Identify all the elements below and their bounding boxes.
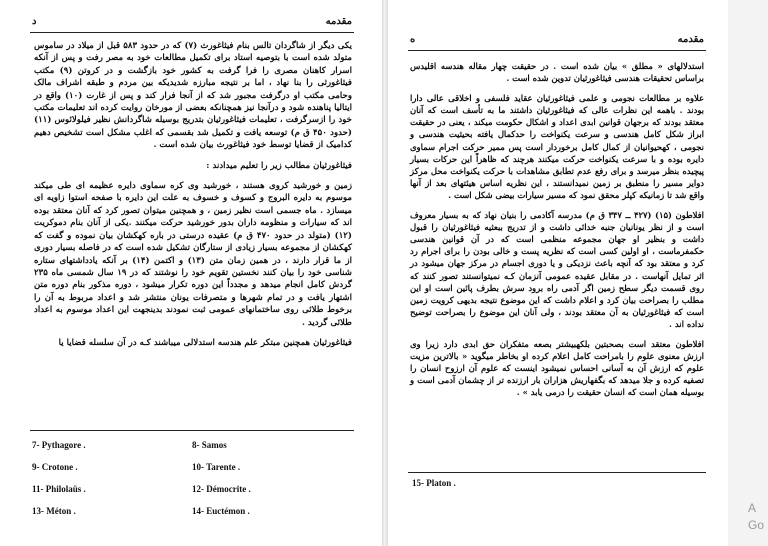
paragraph: استدلالهای « مطلق » بیان شده است . در حقیقت چهار مقاله هندسه اقلیدس براساس تحقیقات هندسی فیثاغورثیان تدوین شده است . xyxy=(410,61,704,84)
page-header xyxy=(410,34,704,48)
viewer-margin xyxy=(728,0,768,546)
margin-letters xyxy=(748,500,764,534)
paragraph: افلاطون (۱۵) (۴۲۷ ــ ۳۴۷ ق م) مدرسه آکادمی را بنیان نهاد که به بسیار معروف است و از نظر یونانیان جنبه خدائی داشت و از تدریج ببعثیه فیثاغورثیان را قبول داشت و بنظیر او جهان مجموعه منظمی است که در آن قوانین هندسی حکمفرماست ، او اولین کسی است که نظریه پست و خالی بودن را برای اجرام رد کرد و معتقد بود که آنچه باعث نزدیکی و یا دوری اجسام در مرکز جهان میشود در اثر تمایل آنهاست . در مقابل عقیده عمومی آنزمان کـه نمیتوانستند تصور کنند که روی قسمت دیگر سطح زمین اگر آدمی راه برود سرش بطرف پائین است او این مطلب را بصراحت بیان کرد و اعلام داشت که این موضوع نتیجه بدیهی کرویت زمین است که فیثاغورثیان به آن معتقد بودند ، ولی آنان این موضوع را بصراحت توضیح نداده اند . xyxy=(410,210,704,329)
paragraph: فیثاغورثیان همچنین مبتکر علم هندسه استدلالی میباشند کـه در آن سلسله قضایا یا xyxy=(58,337,352,348)
footnote: 14- Euctémon . xyxy=(192,506,250,516)
left-page xyxy=(0,0,382,546)
paragraph: علاوه بر مطالعات نجومی و علمی فیثاغورثیان عقاید فلسفی و اخلاقی عالی دارا بودند . باهمه این نظرات عالی که فیثاغورثیان داشتند ما به تأسف است که آنان معتقد بودند که برجهان قوانین ابدی اعداد و اشکال حکومت میکند ، یعنی در حقیقت ابراز شکل کامل هندسی و سرعت یکنواخت را حدکمال یافته بحیثیت هندسی و نجومی ، کهحیوانیان از کمال کامل برخوردار است پس ممیر حرکت اجرام سماوی دایره بوده و با سرعت یکنواخت حرکت میکنند هرچند که ظاهراً این حرکات بسیار پیچیده بنظر میرسد و برای رفع عدم تطابق مشاهدات با حرکت یکنواخت محل مرکز دوایر مسیر را منطبق بر زمین نمیدانستند ، این نظریه اساس هیئتهای بعد از آنها واقع شد تا زمانیکه کپلر محقق نمود که مسیر سیارات بیضی شکل است . xyxy=(410,93,704,200)
running-title: مقدمه xyxy=(325,16,352,27)
footnote: 12- Démocrite . xyxy=(192,484,251,494)
footnote: 7- Pythagore . xyxy=(32,440,86,450)
page-header xyxy=(32,16,352,30)
header-rule xyxy=(30,32,354,33)
paragraph: زمین و خورشید کروی هستند ، خورشید وی کره سماوی دایره عظیمه ای طی میکند موسوم به دایره البروج و کسوف و خسوف به علت این دایره با صفحه استوا زاویه ای میسازد . ماه جسمی است نظیر زمین ، و همچنین میتوان تصور کرد که آنان معتقد بوده اند که سیارات و منظومه داران بدور خورشید حرکت میکنند .یکی از آنان بنام دموکریت (۱۲) (متولد در حدود ۴۷۰ ق م) عقیده درستی در باره کهکشان بیان نموده و گفت که کهکشان از مجموعه بسیار زیادی از ستارگان تشکیل شده است که در فاصله بسیار دوری از ما قرار دارند ، در همین زمان متن (۱۳) و اکتمن (۱۴) بر آنکه یادداشتهای ستاره شناسی خود را بیان کنند نخستین تقویم خود را نوشتند که در ۱۹ سال شمسی ماه ۲۳۵ گردش کامل انجام میدهد و مجدداً این دوره تکرار میشود ، دوره مذکور بنام دوره متن اشتهار یافت و در تمام شهرها و متصرفات یونان منتشر شد و اعداد مربوط به آن را برخوط طلائی روی ساختمانهای عمومی ثبت نمودند بدینجهت این اعداد موسوم به اعداد طلائی گردید . xyxy=(34,181,353,328)
running-title: مقدمه xyxy=(677,34,704,45)
footnotes xyxy=(412,478,702,498)
page-number: د xyxy=(32,16,37,27)
footnote: 15- Platon . xyxy=(412,478,456,488)
paragraph: فیثاغورثیان مطالب زیر را تعلیم میدادند : xyxy=(206,160,352,171)
footnotes xyxy=(32,440,356,530)
paragraph: افلاطون معتقد است بصحبتین بلکهبیشتر بصعه متفکران حق ابدی دارد زیرا وی ارزش معنوی علوم را بامراحت کامل اعلام کرده او بخاطر میگوید « بالاترین مزیت علوم که ارزش آن به آسانی احساس نمیشود اینست که علوم آن ارزوح انسان را تصفیه کرده و جلا میدهد که بگفهاریش هزاران بار ارزنده تر از چشمان آدمی است و بوسیله همان است که انسان حقیقت را درمی یابد » . xyxy=(410,338,704,398)
right-page xyxy=(388,0,728,546)
paragraph: یکی دیگر از شاگردان تالس بنام فیثاغورث (۷) که در حدود ۵۸۳ قبل از میلاد در ساموس متولد شده است با بتوصیه استاد برای تکمیل مطالعات خود به مصر رفت و پس از آنکه اسرار کاهنان مصری را فرا گرفت به کشور خود بازگشت و در کروتن (۹) مکتب فیثاغورثی را بنا نهاد ، اما بر نتیجه مبارزه شدیدیکه بین مردم و طبقه اشراف مالک وحامی مکتب او درگرفت مجبور شد که از آنجا فرار کند و پس از غارت (۱۰) واقع در ایتالیا پناهنده شود و درآنجا نیز همچنانکه بعضی از مورخان روایت کرده اند تعلیمات مکتب خود را ازسرگرفت ، تعلیمات فیثاغورثیان بتدریج بوسیله شاگردانش نظیر فیلولائوس (۱۱) (حدود ۴۵۰ ق م) توسعه یافت و تکمیل شد بقسمی که اغلب مشکل است تشخیص دهیم کدامیک از قضایا توسط خود فیثاغورث بیان شده است . xyxy=(34,41,353,151)
footnote: 13- Méton . xyxy=(32,506,76,516)
footnote-rule xyxy=(30,430,354,431)
page-body xyxy=(34,40,352,424)
page-body xyxy=(410,60,704,452)
margin-letter: A xyxy=(748,501,757,515)
footnote: 8- Samos xyxy=(192,440,227,450)
margin-letter: Go xyxy=(748,518,765,532)
header-rule xyxy=(408,50,706,51)
footnote-rule xyxy=(408,472,706,473)
footnote: 9- Crotone . xyxy=(32,462,78,472)
footnote: 11- Philolaüs . xyxy=(32,484,86,494)
footnote: 10- Tarente . xyxy=(192,462,241,472)
page-number: ه xyxy=(410,34,416,45)
